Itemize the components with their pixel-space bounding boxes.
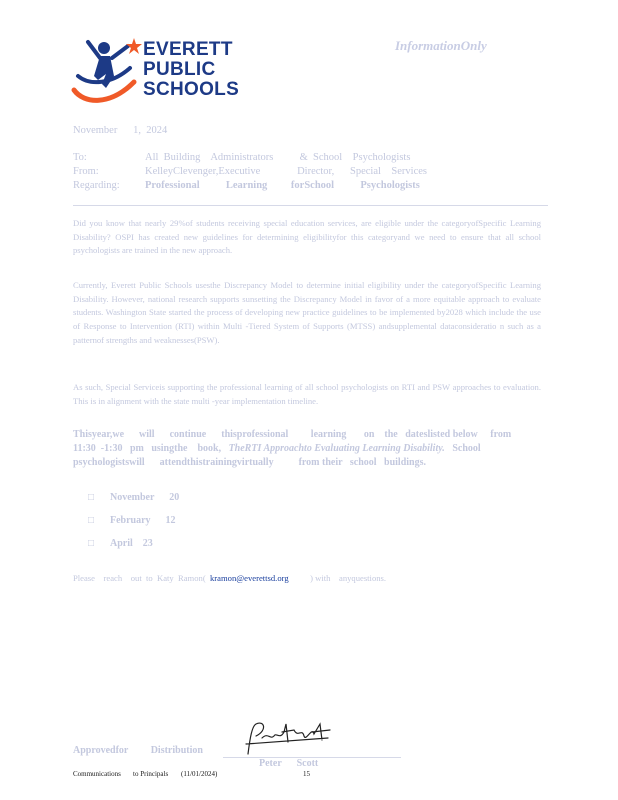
signer-name: Peter Scott (259, 758, 319, 769)
logo-wordmark: EVERETT PUBLIC SCHOOLS (143, 39, 240, 100)
book-title: TheRTI Approachto Evaluating Learning Disability. (228, 443, 445, 454)
page-number: 15 (303, 770, 310, 778)
approval-label: Approvedfor Distribution (73, 745, 203, 756)
signature-image (242, 718, 332, 758)
bullet-icon: □ (88, 492, 95, 503)
training-paragraph: Thisyear,we will continue thisprofessional learning on the dateslisted below from 11:30 -1:30 pm usingthe book, TheRTI Approachto Evaluating Learning Disability. School psychologistswill attendthistrainingvirtually from their school buildings. (73, 429, 524, 468)
closing-line: Please reach out to Katy Ramon( kramon@everettsd.org ) with anyquestions. (73, 573, 387, 583)
date-item-november: □ November 20 (88, 492, 180, 503)
memo-date: November 1, 2024 (73, 125, 168, 136)
date-item-april: □ April 23 (88, 538, 153, 549)
header-divider (73, 205, 548, 206)
district-logo (70, 32, 255, 112)
date-item-february: □ February 12 (88, 515, 176, 526)
email-link[interactable]: kramon@everettsd.org (210, 573, 289, 583)
information-only-watermark: InformationOnly (395, 38, 487, 53)
paragraph-3: As such, Special Serviceis supporting the professional learning of all school psychologists on RTI and PSW approaches to evaluation. This is in alignment with the state multi -year implementation timeline. (73, 382, 541, 406)
logo-figure-icon (70, 32, 142, 112)
paragraph-1: Did you know that nearly 29%of students receiving special education services, are eligible under the categoryofSpecific Learning Disability? OSPI has created new guidelines for determining eligibilityfor this categoryand we need to ensure that all school psychologists are trained in the new approach. (73, 218, 541, 256)
bullet-icon: □ (88, 515, 95, 526)
bullet-icon: □ (88, 538, 95, 549)
paragraph-2: Currently, Everett Public Schools usesthe Discrepancy Model to determine initial eligibility under the categoryofSpecific Learning Disability. However, national research supports sunsetting the Discrepancy Model in favor of a more equitable approach to evaluate students. Washington State started the process of developing new practice guidelines to be implemented by2028 which include the use of Response to Intervention (RTI) within Multi -Tiered System of Supports (MTSS) andsupplemental dataconsideratio n such as a patternof strengths and weaknesses(PSW). (73, 280, 541, 345)
